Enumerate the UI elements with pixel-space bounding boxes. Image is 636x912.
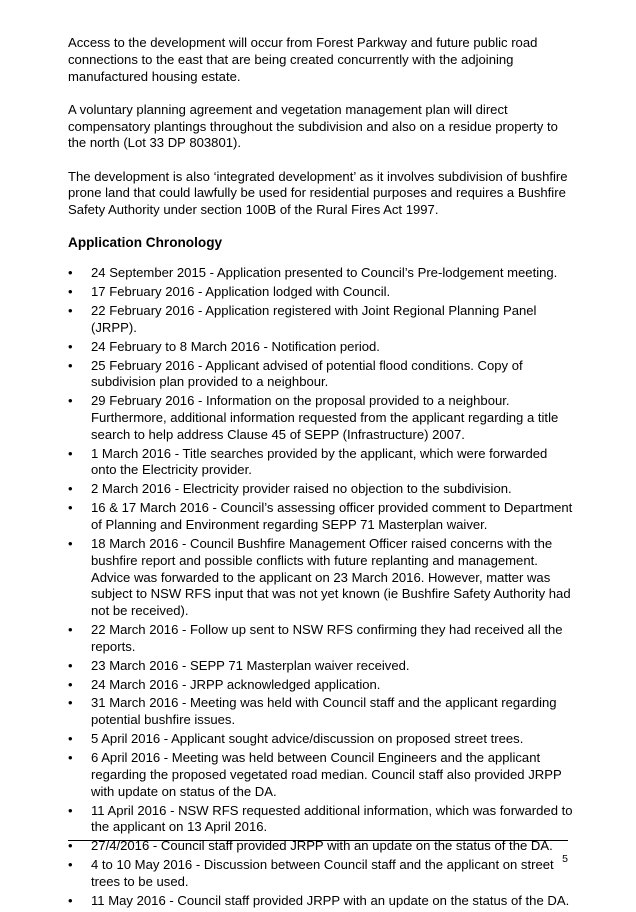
chronology-item-text: 16 & 17 March 2016 - Council’s assessing officer provided comment to Department of Planning and Environment regarding SEPP 71 Masterplan waiver.	[91, 500, 573, 533]
chronology-item	[68, 677, 573, 694]
bullet-icon: •	[68, 445, 73, 461]
bullet-icon: •	[68, 357, 73, 373]
chronology-item	[68, 750, 573, 800]
bullet-icon: •	[68, 676, 73, 692]
bullet-icon: •	[68, 750, 73, 766]
bullet-icon: •	[68, 500, 73, 516]
chronology-item	[68, 893, 573, 910]
chronology-item	[68, 622, 573, 656]
chronology-item-text: 29 February 2016 - Information on the proposal provided to a neighbour. Furthermore, additional information requested from the applicant regarding a title search to help address Clause 45 of SEPP (Infrastructure) 2007.	[91, 393, 559, 442]
chronology-item-text: 11 May 2016 - Council staff provided JRPP with an update on the status of the DA.	[91, 892, 570, 908]
chronology-item-text: 24 February to 8 March 2016 - Notification period.	[91, 338, 380, 354]
chronology-item	[68, 303, 573, 337]
chronology-item-text: 1 March 2016 - Title searches provided by the applicant, which were forwarded onto the Electricity provider.	[91, 445, 548, 478]
chronology-item-text: 27/4/2016 - Council staff provided JRPP with an update on the status of the DA.	[91, 838, 553, 854]
bullet-icon: •	[68, 695, 73, 711]
chronology-item-text: 31 March 2016 - Meeting was held with Council staff and the applicant regarding potential bushfire issues.	[91, 695, 557, 728]
bullet-icon: •	[68, 393, 73, 409]
footer-divider	[68, 840, 568, 841]
bullet-icon: •	[68, 657, 73, 673]
chronology-item	[68, 658, 573, 675]
intro-paragraph-integrated-development: The development is also ‘integrated development’ as it involves subdivision of bushfire prone land that could lawfully be used for residential purposes and requires a Bushfire Safety Authority under section 100B of the Rural Fires Act 1997.	[68, 168, 568, 218]
bullet-icon: •	[68, 731, 73, 747]
chronology-item-text: 25 February 2016 - Applicant advised of potential flood conditions. Copy of subdivision plan provided to a neighbour.	[91, 357, 523, 390]
bullet-icon: •	[68, 338, 73, 354]
chronology-item-text: 6 April 2016 - Meeting was held between Council Engineers and the applicant regarding the proposed vegetated road median. Council staff also provided JRPP with update on status of the DA.	[91, 750, 562, 799]
chronology-item-text: 17 February 2016 - Application lodged with Council.	[91, 284, 391, 300]
chronology-item	[68, 481, 573, 498]
chronology-item	[68, 265, 573, 282]
bullet-icon: •	[68, 265, 73, 281]
chronology-item	[68, 358, 573, 392]
chronology-item-text: 22 March 2016 - Follow up sent to NSW RFS confirming they had received all the reports.	[91, 622, 563, 654]
chronology-item-text: 24 September 2015 - Application presented to Council’s Pre-lodgement meeting.	[91, 265, 558, 281]
bullet-icon: •	[68, 802, 73, 818]
chronology-list	[68, 265, 573, 909]
chronology-item-text: 23 March 2016 - SEPP 71 Masterplan waiver received.	[91, 657, 410, 673]
chronology-item	[68, 857, 573, 891]
chronology-item-text: 11 April 2016 - NSW RFS requested additional information, which was forwarded to the applicant on 13 April 2016.	[91, 802, 573, 835]
chronology-item-text: 2 March 2016 - Electricity provider raised no objection to the subdivision.	[91, 481, 512, 497]
chronology-item-text: 22 February 2016 - Application registered with Joint Regional Planning Panel (JRPP).	[91, 302, 537, 335]
bullet-icon: •	[68, 622, 73, 638]
bullet-icon: •	[68, 302, 73, 318]
bullet-icon: •	[68, 857, 73, 873]
intro-paragraph-planning-agreement: A voluntary planning agreement and vegetation management plan will direct compensatory plantings throughout the subdivision and also on a residue property to the north (Lot 33 DP 803801).	[68, 101, 558, 151]
bullet-icon: •	[68, 838, 73, 854]
chronology-item	[68, 731, 573, 748]
chronology-item	[68, 536, 573, 620]
chronology-item-text: 24 March 2016 - JRPP acknowledged application.	[91, 676, 381, 692]
intro-paragraph-access: Access to the development will occur from Forest Parkway and future public road connections to the east that are being created concurrently with the adjoining manufactured housing estate.	[68, 35, 538, 84]
chronology-item-text: 5 April 2016 - Applicant sought advice/discussion on proposed street trees.	[91, 731, 524, 747]
bullet-icon: •	[68, 535, 73, 551]
section-heading: Application Chronology	[68, 235, 223, 251]
chronology-item	[68, 500, 573, 534]
chronology-item	[68, 803, 573, 837]
page-number: 5	[562, 853, 568, 865]
chronology-item-text: 18 March 2016 - Council Bushfire Management Officer raised concerns with the bushfire report and possible conflicts with future replanting and management. Advice was forwarded to the applicant on 23 March 2016. However, matter was subject to NSW RFS input that was not yet known (ie Bushfire Safety Authority had not be received).	[91, 535, 571, 619]
chronology-item	[68, 446, 573, 480]
chronology-item	[68, 393, 573, 443]
bullet-icon: •	[68, 481, 73, 497]
chronology-item	[68, 339, 573, 356]
chronology-item-text: 4 to 10 May 2016 - Discussion between Council staff and the applicant on street trees to be used.	[91, 857, 554, 889]
bullet-icon: •	[68, 892, 73, 908]
page-content	[68, 35, 573, 912]
bullet-icon: •	[68, 284, 73, 300]
chronology-item	[68, 284, 573, 301]
chronology-item	[68, 695, 573, 729]
